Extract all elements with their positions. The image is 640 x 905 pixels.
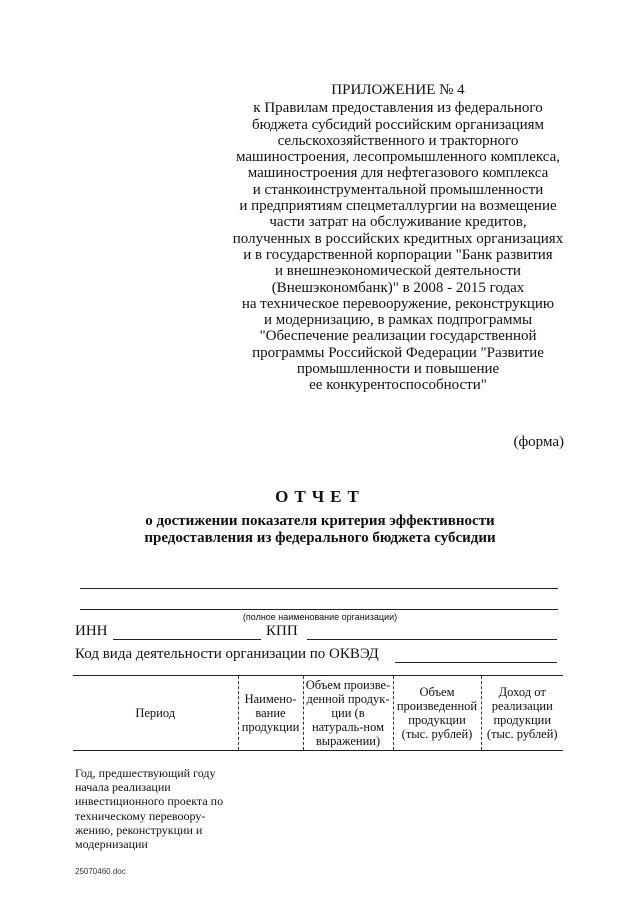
okved-field[interactable] bbox=[395, 662, 557, 663]
table-row bbox=[73, 751, 563, 852]
column-header-period: Период bbox=[73, 676, 238, 751]
appendix-line: на техническое перевооружение, реконструкцию bbox=[241, 295, 555, 312]
org-name-line[interactable] bbox=[80, 609, 558, 610]
appendix-line: и станкоинструментальной промышленности bbox=[252, 181, 544, 198]
appendix-line: машиностроения для нефтегазового комплекса bbox=[247, 165, 549, 182]
table-header-row bbox=[73, 676, 563, 751]
report-title: ОТЧЕТ bbox=[275, 487, 365, 506]
form-label: (форма) bbox=[513, 434, 564, 450]
appendix-block bbox=[222, 82, 574, 394]
appendix-line: бюджета субсидий российским организациям bbox=[251, 116, 545, 133]
document-code: 25070460.doc bbox=[75, 867, 126, 876]
org-name-line[interactable] bbox=[80, 588, 558, 589]
period-cell: Год, предшествующий году начала реализации инвестиционного проекта по техническому перевоору-жению, реконструкции и модернизации bbox=[75, 766, 224, 852]
appendix-line: и модернизацию, в рамках подпрограммы bbox=[263, 312, 533, 329]
appendix-line: и в государственной корпорации "Банк развития bbox=[243, 246, 553, 263]
inn-label: ИНН bbox=[75, 623, 108, 639]
column-header-revenue: Доход от реализации продукции (тыс. рублей) bbox=[481, 676, 563, 751]
report-subtitle bbox=[0, 513, 640, 547]
inn-field[interactable] bbox=[113, 639, 261, 640]
appendix-line: и предприятиям спецметаллургии на возмещение bbox=[239, 198, 557, 215]
appendix-title: ПРИЛОЖЕНИЕ № 4 bbox=[331, 82, 465, 98]
appendix-line: (Внешэкономбанк)" в 2008 - 2015 годах bbox=[271, 279, 525, 296]
table-cell[interactable] bbox=[481, 751, 563, 852]
appendix-line: части затрат на обслуживание кредитов, bbox=[269, 214, 527, 231]
report-subtitle-line: предоставления из федерального бюджета субсидии bbox=[144, 530, 496, 546]
appendix-line: ее конкурентоспособности" bbox=[309, 377, 487, 394]
table-cell[interactable] bbox=[393, 751, 481, 852]
appendix-line: полученных в российских кредитных организациях bbox=[232, 230, 564, 247]
org-name-caption: (полное наименование организации) bbox=[242, 612, 398, 622]
appendix-line: сельскохозяйственного и тракторного bbox=[277, 132, 519, 149]
column-header-product-name: Наимено-вание продукции bbox=[238, 676, 303, 751]
okved-label: Код вида деятельности организации по ОКВЭД bbox=[75, 646, 379, 662]
report-subtitle-line: о достижении показателя критерия эффективности bbox=[145, 513, 495, 529]
appendix-line: машиностроения, лесопромышленного комплекса, bbox=[235, 149, 561, 166]
appendix-line: промышленности и повышение bbox=[296, 361, 500, 378]
kpp-label: КПП bbox=[266, 623, 298, 639]
table-cell[interactable] bbox=[238, 751, 303, 852]
report-table bbox=[73, 675, 563, 851]
appendix-line: и внешнеэкономической деятельности bbox=[275, 263, 521, 280]
appendix-line: "Обеспечение реализации государственной bbox=[259, 328, 537, 345]
appendix-line: к Правилам предоставления из федерального bbox=[253, 100, 543, 117]
table-cell[interactable] bbox=[303, 751, 393, 852]
column-header-volume-natural: Объем произве-денной продук-ции (в натураль-ном выражении) bbox=[303, 676, 393, 751]
column-header-volume-rubles: Объем произведенной продукции (тыс. рублей) bbox=[393, 676, 481, 751]
appendix-line: программы Российской Федерации "Развитие bbox=[252, 344, 544, 361]
kpp-field[interactable] bbox=[307, 639, 557, 640]
